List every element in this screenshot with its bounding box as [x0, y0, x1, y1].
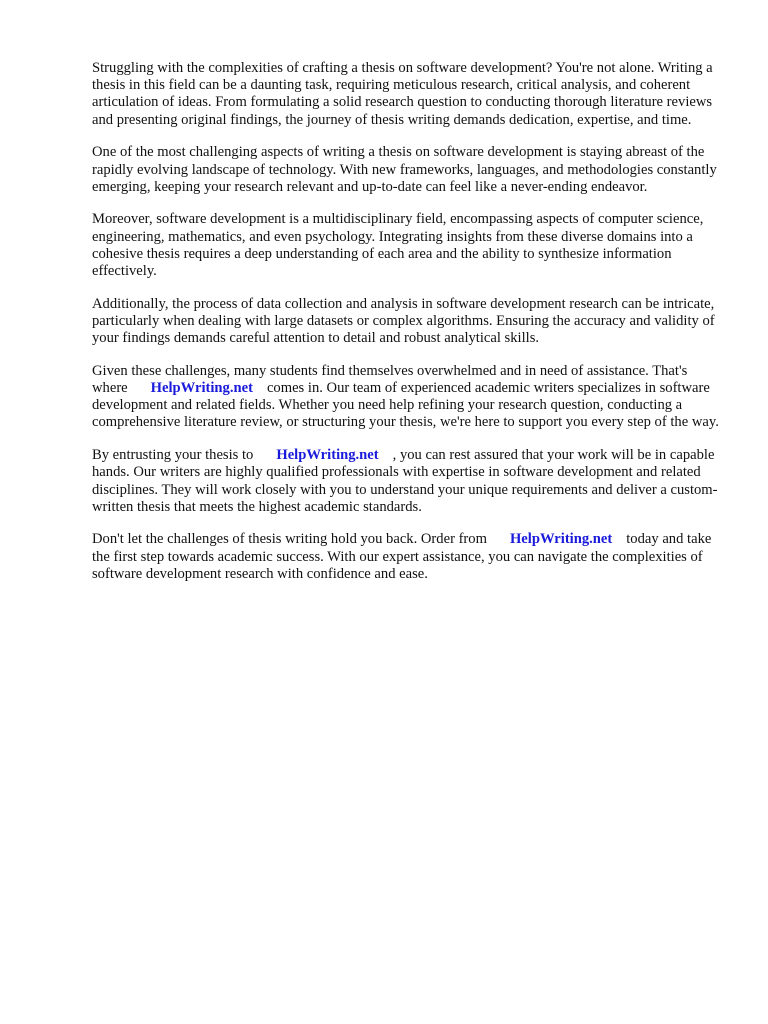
helpwriting-link[interactable]: HelpWriting.net	[276, 447, 379, 464]
document-body	[92, 60, 728, 599]
helpwriting-link[interactable]: HelpWriting.net	[509, 531, 613, 548]
paragraph-entrusting-text-before: By entrusting your thesis to	[92, 447, 254, 464]
paragraph-intro: Struggling with the complexities of crafting a thesis on software development? You're not alone. Writing a thesis in this field can be a daunting task, requiring meticulous research, critical analysis, and coherent articulation of ideas. From formulating a solid research question to conducting thorough literature reviews and presenting original findings, the journey of thesis writing demands dedication, expertise, and time.	[92, 60, 713, 128]
paragraph-entrusting-text-after: , you can rest assured that your work will be in capable hands. Our writers are highly qualified professionals with expertise in software development and related disciplines. They will work closely with you to understand your unique requirements and deliver a custom-written thesis that meets the highest academic standards.	[92, 447, 718, 515]
paragraph-cta-text-after: today and take the first step towards academic success. With our expert assistance, you can navigate the complexities of software development research with confidence and ease.	[92, 531, 712, 582]
paragraph-multidisciplinary: Moreover, software development is a multidisciplinary field, encompassing aspects of computer science, engineering, mathematics, and even psychology. Integrating insights from these diverse domains into a cohesive thesis requires a deep understanding of each area and the ability to synthesize information effectively.	[92, 211, 704, 280]
paragraph-data-analysis: Additionally, the process of data collection and analysis in software development research can be intricate, particularly when dealing with large datasets or complex algorithms. Ensuring the accuracy and validity of your findings demands careful attention to detail and robust analytical skills.	[92, 295, 715, 347]
paragraph-assistance	[92, 363, 728, 432]
paragraph-call-to-action	[92, 531, 728, 583]
paragraph-assistance-text-before: Given these challenges, many students find themselves overwhelmed and in need of assistance. That's where	[92, 362, 688, 397]
paragraph-entrusting	[92, 447, 728, 516]
paragraph-cta-text-before: Don't let the challenges of thesis writing hold you back. Order from	[92, 531, 487, 548]
paragraph-technology: One of the most challenging aspects of writing a thesis on software development is staying abreast of the rapidly evolving landscape of technology. With new frameworks, languages, and methodologies constantly emerging, keeping your research relevant and up-to-date can feel like a never-ending endeavor.	[92, 144, 717, 195]
helpwriting-link[interactable]: HelpWriting.net	[150, 380, 253, 397]
paragraph-assistance-text-after: comes in. Our team of experienced academic writers specializes in software development and related fields. Whether you need help refining your research question, conducting a comprehensive literature review, or structuring your thesis, we're here to support you every step of the way.	[92, 380, 719, 431]
